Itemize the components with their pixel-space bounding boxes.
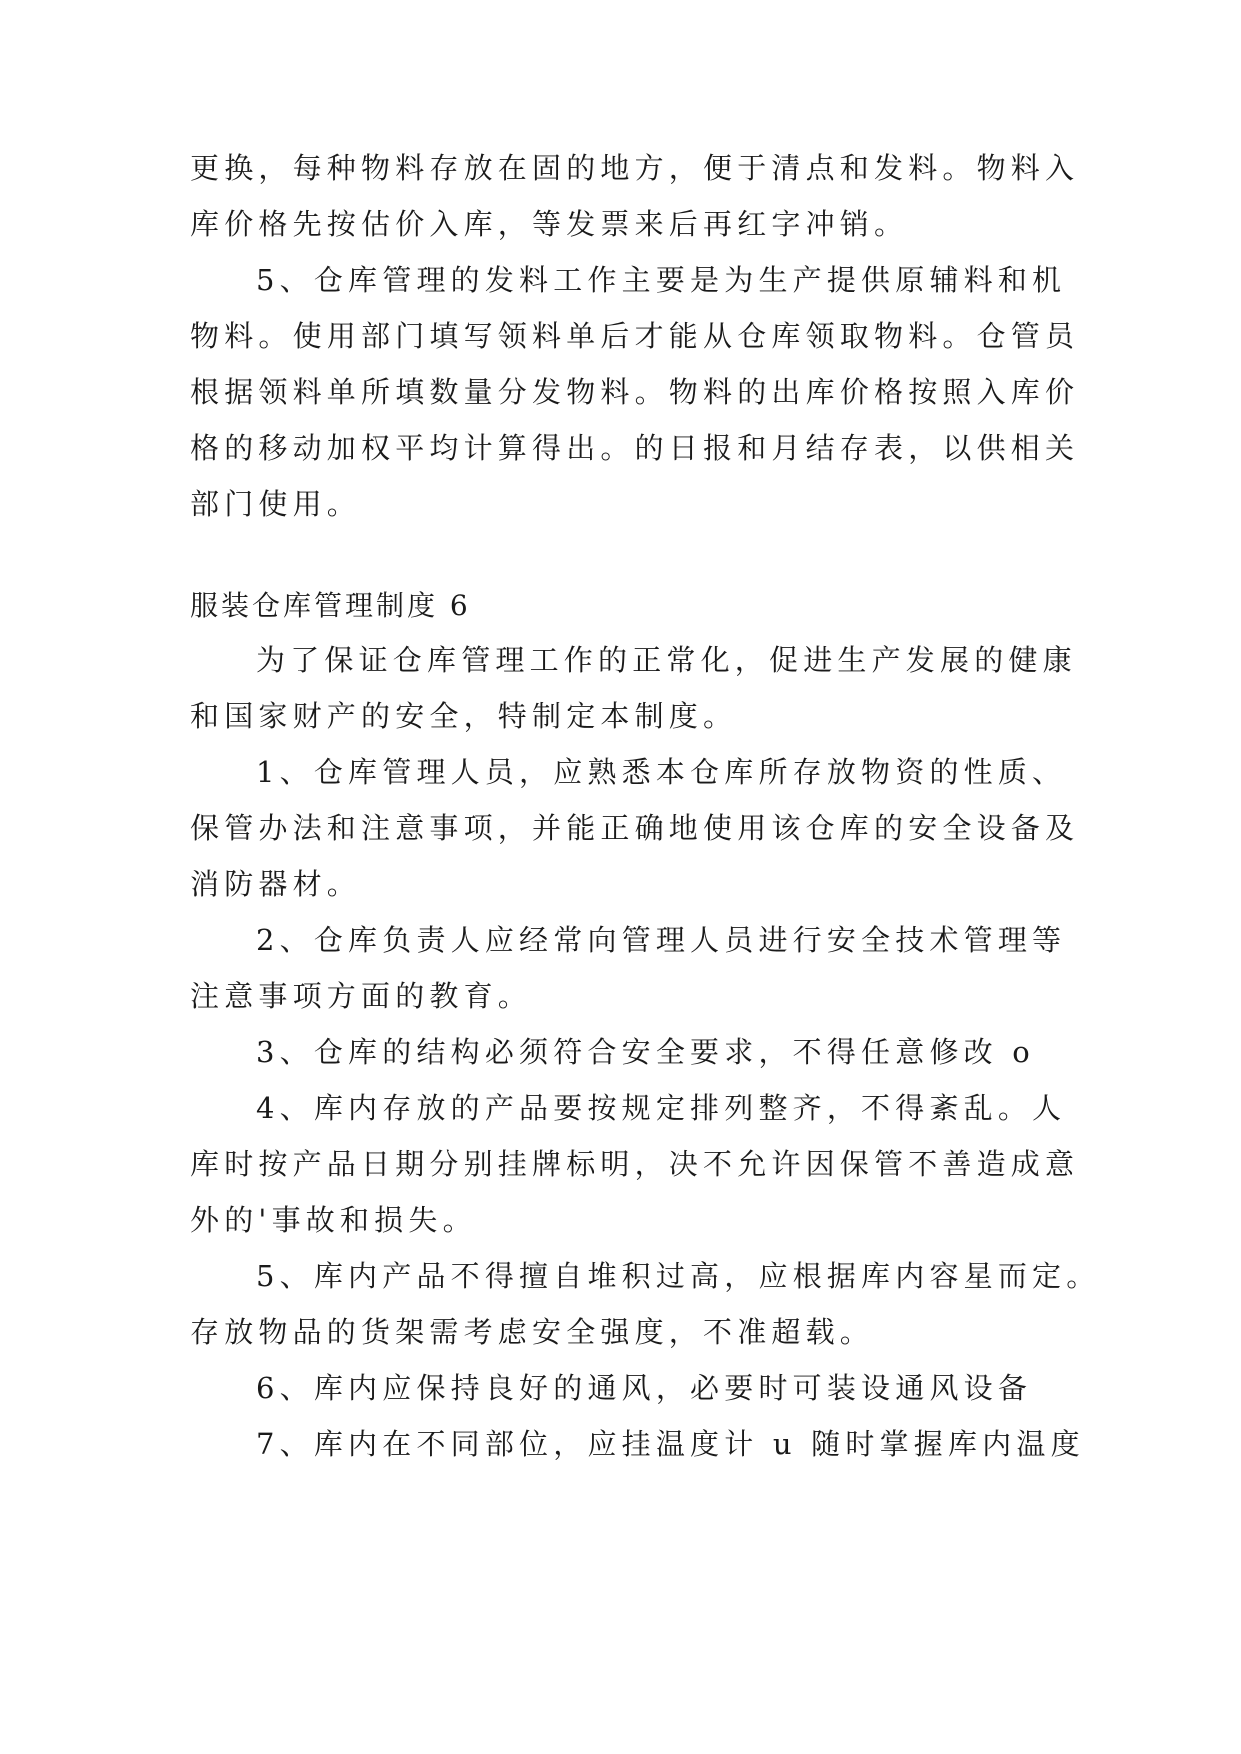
text-line: 注意事项方面的教育。 — [190, 979, 533, 1013]
text-line: 5、仓库管理的发料工作主要是为生产提供原辅料和机 — [256, 263, 1067, 297]
text-line: 存放物品的货架需考虑安全强度，不准超载。 — [190, 1315, 875, 1349]
text-line: 3、仓库的结构必须符合安全要求，不得任意修改 o — [256, 1035, 1035, 1069]
text-line: 1、仓库管理人员，应熟悉本仓库所存放物资的性质、 — [256, 755, 1067, 789]
text-line: 部门使用。 — [190, 487, 362, 521]
text-line: 和国家财产的安全，特制定本制度。 — [190, 699, 738, 733]
text-line: 库价格先按估价入库，等发票来后再红字冲销。 — [190, 207, 909, 241]
text-line: 外的'事故和损失。 — [190, 1203, 477, 1237]
text-line: 为了保证仓库管理工作的正常化，促进生产发展的健康 — [256, 643, 1077, 677]
text-line: 库时按产品日期分别挂牌标明，决不允许因保管不善造成意 — [190, 1147, 1080, 1181]
section-title: 服装仓库管理制度 6 — [190, 589, 471, 622]
text-line: 7、库内在不同部位，应挂温度计 u 随时掌握库内温度 — [256, 1427, 1085, 1461]
text-line: 保管办法和注意事项，并能正确地使用该仓库的安全设备及 — [190, 811, 1080, 845]
text-line: 格的移动加权平均计算得出。的日报和月结存表，以供相关 — [190, 431, 1080, 465]
text-line: 4、库内存放的产品要按规定排列整齐，不得紊乱。人 — [256, 1091, 1067, 1125]
text-line: 5、库内产品不得擅自堆积过高，应根据库内容星而定。 — [256, 1259, 1101, 1293]
text-line: 更换，每种物料存放在固的地方，便于清点和发料。物料入 — [190, 151, 1080, 185]
text-line: 消防器材。 — [190, 867, 362, 901]
text-line: 物料。使用部门填写领料单后才能从仓库领取物料。仓管员 — [190, 319, 1080, 353]
text-line: 2、仓库负责人应经常向管理人员进行安全技术管理等 — [256, 923, 1067, 957]
text-line: 6、库内应保持良好的通风，必要时可装设通风设备 — [256, 1371, 1033, 1405]
text-line: 根据领料单所填数量分发物料。物料的出库价格按照入库价 — [190, 375, 1080, 409]
